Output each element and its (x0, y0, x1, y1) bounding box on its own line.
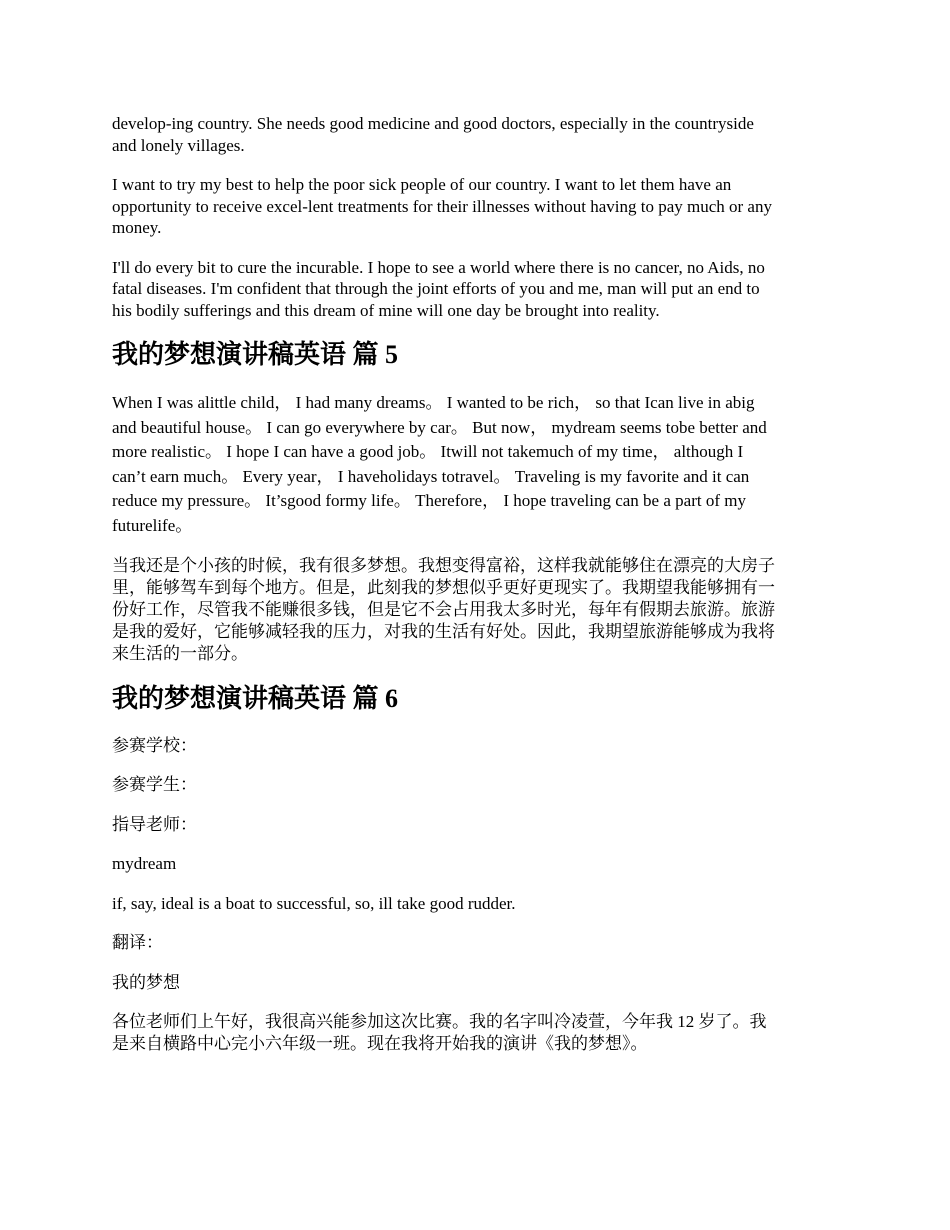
text-line: 当我还是个小孩的时候，我有很多梦想。我想变得富裕，这样我就能够住在漂亮的大房子 (112, 555, 775, 575)
text-line: can’t earn much。 Every year， I haveholidays totravel。 Traveling is my favorite and it can (112, 466, 750, 486)
translation-label: 翻译： (112, 933, 163, 953)
text-line: 是我的爱好，它能够减轻我的压力，对我的生活有好处。因此，我期望旅游能够成为我将 (112, 621, 775, 641)
text-line: reduce my pressure。 It’sgood formy life。 Therefore， I hope traveling can be a part of my (112, 491, 746, 511)
closing-paragraph (112, 1011, 852, 1055)
text-line: and beautiful house。 I can go everywhere by car。 But now， mydream seems tobe better and (112, 417, 767, 437)
section-5-english-paragraph (112, 391, 852, 539)
text-line: develop-ing country. She needs good medicine and good doctors, especially in the countryside (112, 114, 754, 133)
paragraph (112, 257, 852, 322)
text-line: futurelife。 (112, 515, 193, 535)
text-line: his bodily sufferings and this dream of mine will one day be brought into reality. (112, 300, 660, 320)
section-5-heading: 我的梦想演讲稿英语 篇 5 (112, 340, 399, 369)
text-line: I want to try my best to help the poor sick people of our country. I want to let them have an (112, 175, 732, 194)
teacher-label: 指导老师： (112, 814, 197, 834)
text-line: 份好工作，尽管我不能赚很多钱，但是它不会占用我太多时光，每年有假期去旅游。旅游 (112, 599, 775, 619)
translation-title: 我的梦想 (112, 972, 180, 992)
section-5-chinese-paragraph (112, 555, 852, 665)
quote-line: if, say, ideal is a boat to successful, so, ill take good rudder. (112, 893, 516, 913)
text-line: and lonely villages. (112, 135, 245, 155)
section-6-heading: 我的梦想演讲稿英语 篇 6 (112, 683, 399, 713)
title-line: mydream (112, 854, 177, 874)
student-label: 参赛学生： (112, 775, 197, 795)
text-line: 里，能够驾车到每个地方。但是，此刻我的梦想似乎更好更现实了。我期望我能够拥有一 (112, 577, 775, 597)
text-line: money. (112, 218, 162, 237)
text-line: more realistic。 I hope I can have a good job。 Itwill not takemuch of my time， although I (112, 442, 744, 462)
text-line: 各位老师们上午好，我很高兴能参加这次比赛。我的名字叫冷凌萱，今年我 12 岁了。我 (112, 1012, 767, 1032)
text-line: 是来自横路中心完小六年级一班。现在我将开始我的演讲《我的梦想》。 (112, 1034, 648, 1054)
paragraph (112, 174, 852, 239)
text-line: fatal diseases. I'm confident that through the joint efforts of you and me, man will put an end to (112, 279, 760, 298)
text-line: 来生活的一部分。 (112, 643, 248, 663)
paragraph (112, 113, 852, 156)
text-line: opportunity to receive excel-lent treatments for their illnesses without having to pay much or any (112, 196, 772, 216)
document-body (112, 113, 852, 1073)
text-line: I'll do every bit to cure the incurable. I hope to see a world where there is no cancer, no Aids, no (112, 257, 765, 277)
school-label: 参赛学校： (112, 735, 197, 755)
text-line: When I was alittle child， I had many dreams。 I wanted to be rich， so that Ican live in abig (112, 393, 755, 412)
